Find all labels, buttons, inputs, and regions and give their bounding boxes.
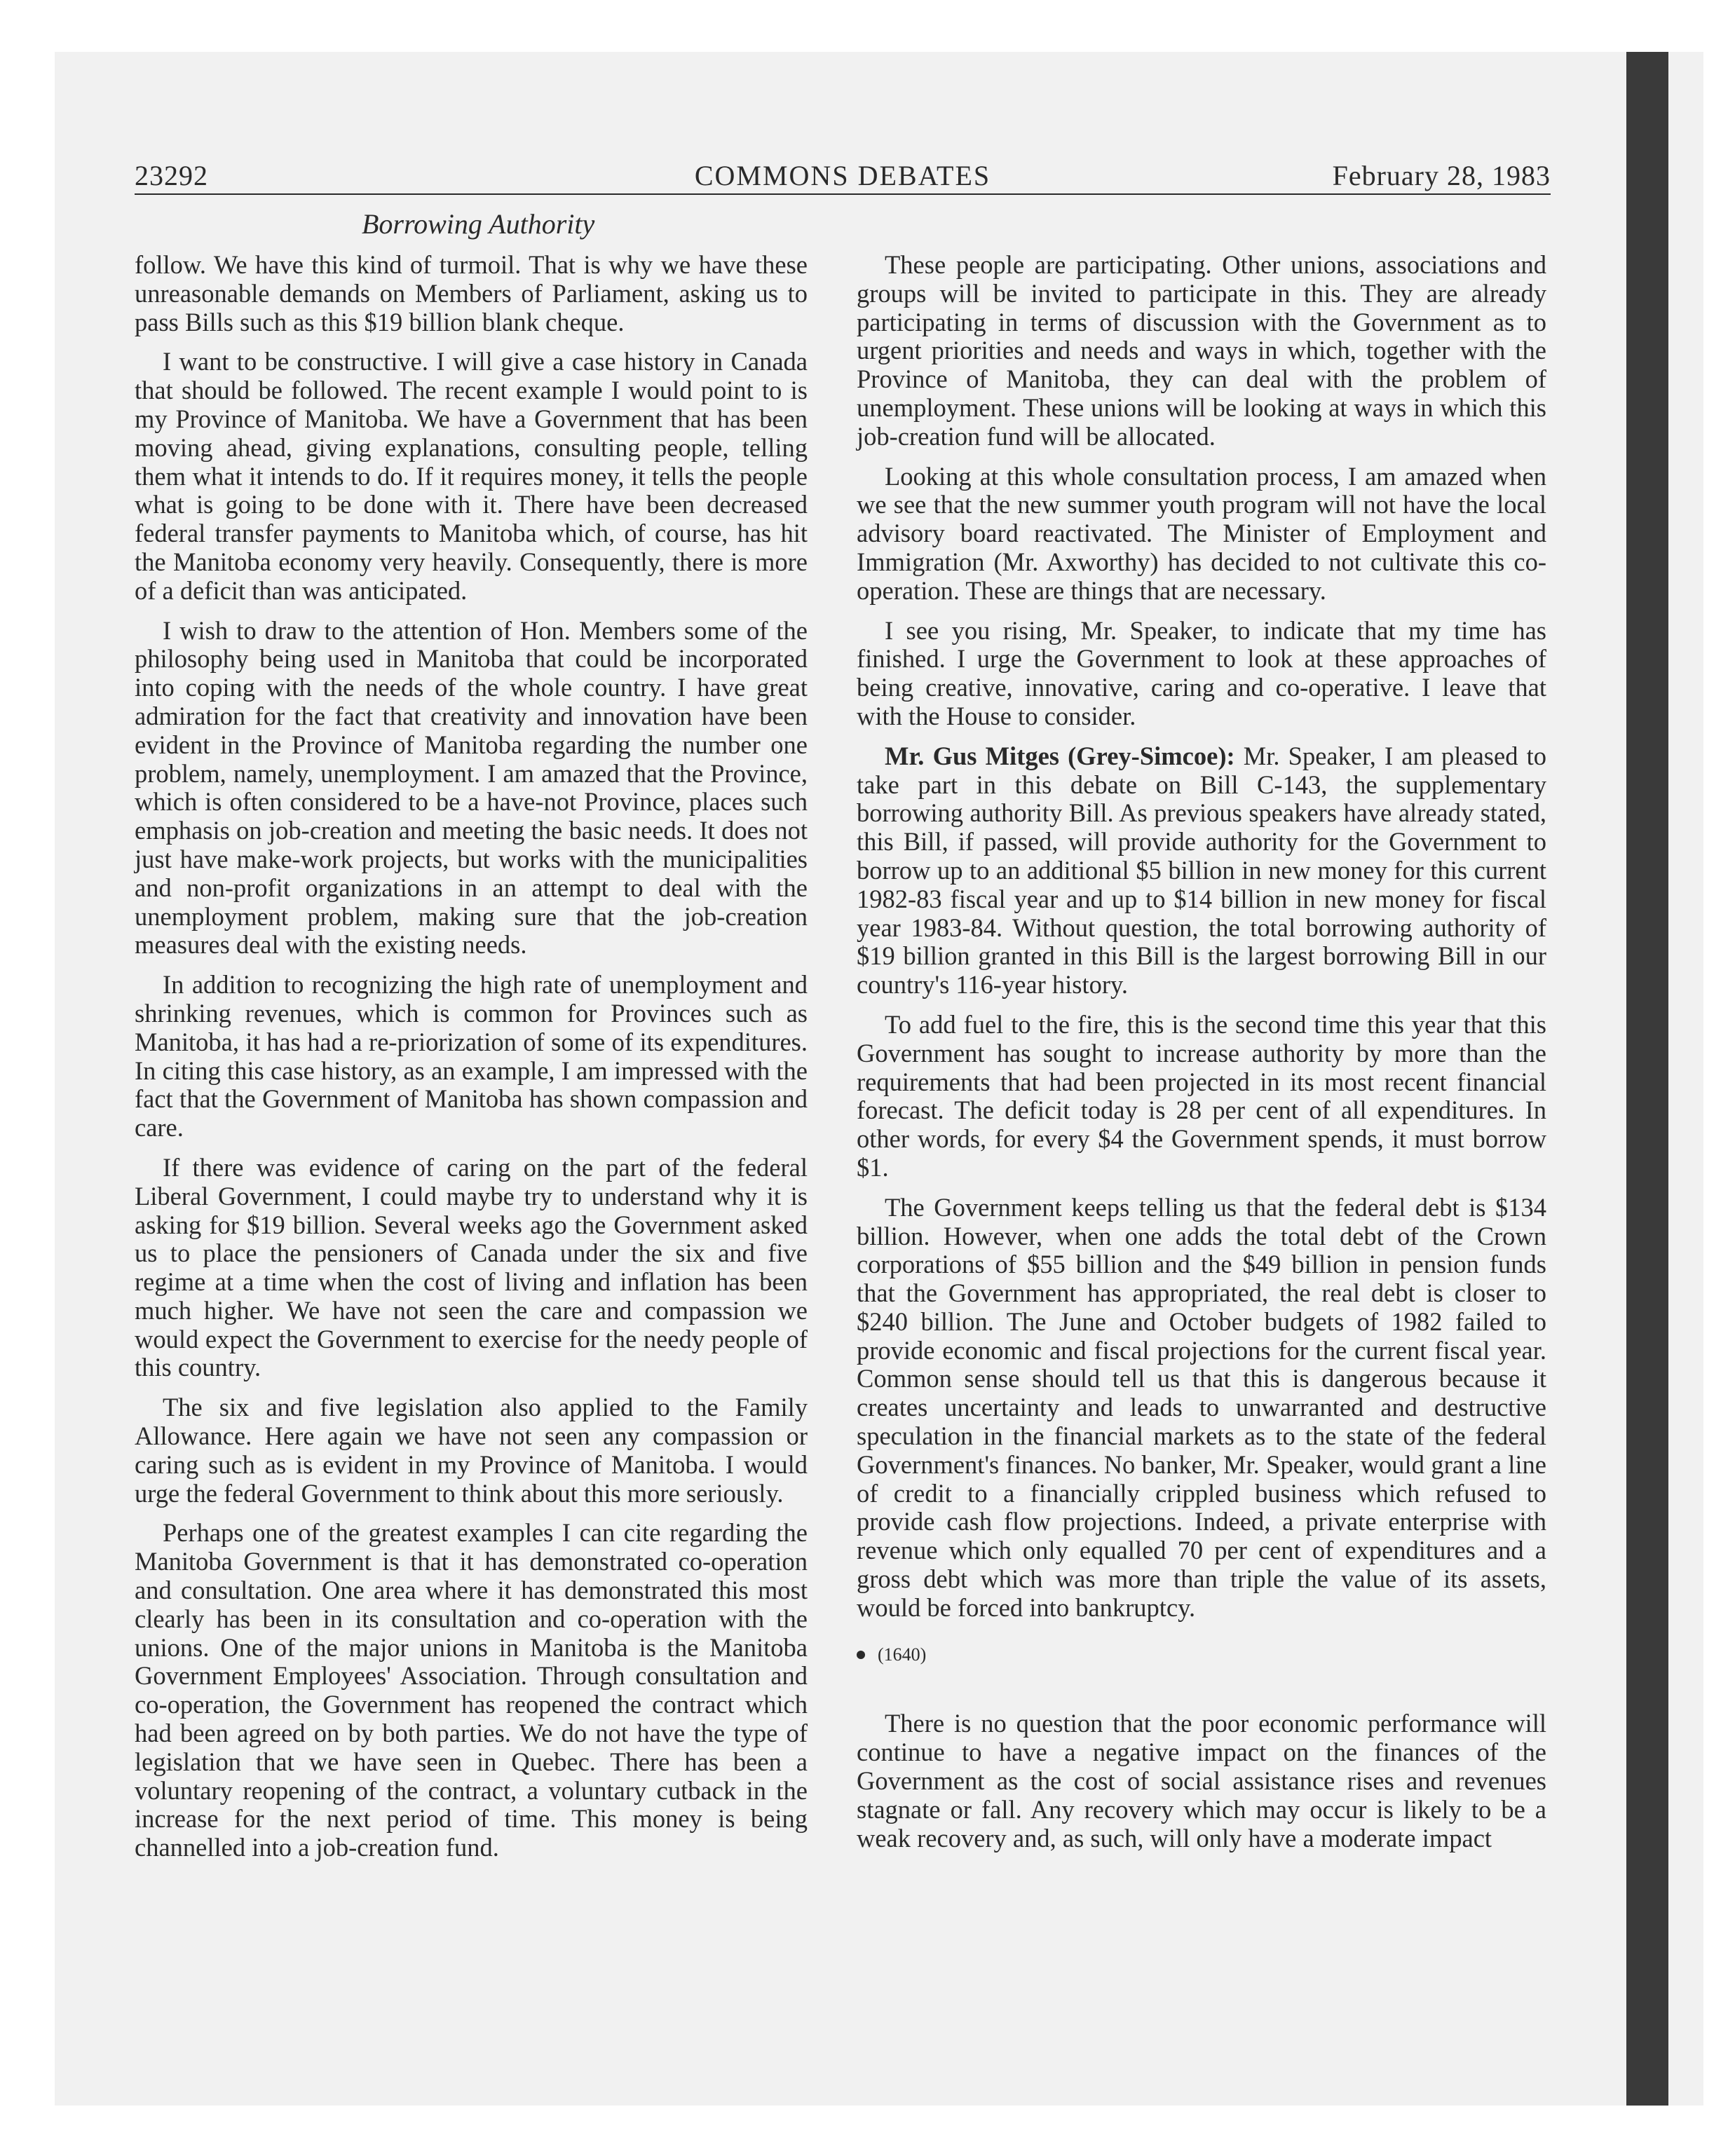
page-number: 23292 [135, 160, 208, 191]
paragraph: In addition to recognizing the high rate of unemployment and shrinking revenues, which is common for Provinces such as Manitoba, it has had a re-priorization of some of its expenditures. In citing this case history, as an example, I am impressed with the fact that the Government of Manitoba has shown compassion and care. [135, 970, 808, 1142]
paragraph: The six and five legislation also applied to the Family Allowance. Here again we have not seen any compassion or caring such as is evident in my Province of Manitoba. I would urge the federal Government to think about this more seriously. [135, 1393, 808, 1508]
time-marker-label: (1640) [878, 1644, 927, 1665]
section-title: Borrowing Authority [362, 208, 595, 240]
paragraph: If there was evidence of caring on the part of the federal Liberal Government, I could maybe try to understand why it is asking for $19 billion. Several weeks ago the Government asked us to place the pensioners of Canada under the six and five regime at a time when the cost of living and inflation has been much higher. We have not seen the care and compassion we would expect the Government to exercise for the needy people of this country. [135, 1152, 808, 1382]
paragraph: I see you rising, Mr. Speaker, to indicate that my time has finished. I urge the Government to look at these approaches of being creative, innovative, caring and co-operative. I leave that with the House to consider. [857, 615, 1546, 730]
speaker-name: Mr. Gus Mitges (Grey-Simcoe): [885, 741, 1235, 770]
publication-date: February 28, 1983 [1332, 160, 1551, 191]
paragraph: There is no question that the poor economic performance will continue to have a negative impact on the finances of the Government as the cost of social assistance rises and revenues stagnate or fall. Any recovery which may occur is likely to be a weak recovery and, as such, will only have a moderate impact [857, 1709, 1546, 1853]
header-rule [135, 193, 1551, 195]
publication-title: COMMONS DEBATES [694, 160, 991, 191]
bullet-icon [857, 1651, 865, 1659]
paragraph: These people are participating. Other unions, associations and groups will be invited to participate in this. They are already participating in terms of discussion with the Government as to urgent priorities and needs and ways in which, together with the Province of Manitoba, they can deal with the problem of unemployment. These unions will be looking at ways in which this job-creation fund will be allocated. [857, 250, 1546, 451]
paragraph: The Government keeps telling us that the federal debt is $134 billion. However, when one adds the total debt of the Crown corporations of $55 billion and the $49 billion in pension funds that the Government has appropriated, the real debt is closer to $240 billion. The June and October budgets of 1982 failed to provide economic and fiscal projections for the current fiscal year. Common sense should tell us that this is dangerous because it creates uncertainty and leads to unwarranted and destructive speculation in the financial markets as to the state of the federal Government's finances. No banker, Mr. Speaker, would grant a line of credit to a financially crippled business which refused to provide cash flow projections. Indeed, a private enterprise with revenue which only equalled 70 per cent of expenditures and a gross debt which was more than triple the value of its assets, would be forced into bankruptcy. [857, 1192, 1546, 1622]
right-column [857, 251, 1546, 1864]
paragraph: Perhaps one of the greatest examples I can cite regarding the Manitoba Government is that it has demonstrated co-operation and consultation. One area where it has demonstrated this most clearly has been in its consultation and co-operation with the unions. One of the major unions in Manitoba is the Manitoba Government Employees' Association. Through consultation and co-operation, the Government has reopened the contract which had been agreed on by both parties. We do not have the type of legislation that we have seen in Quebec. There has been a voluntary reopening of the contract, a voluntary cutback in the increase for the next period of time. This money is being channelled into a job-creation fund. [135, 1518, 808, 1862]
time-marker [857, 1641, 1546, 1670]
left-column [135, 251, 808, 1874]
paragraph: I wish to draw to the attention of Hon. Members some of the philosophy being used in Manitoba that could be incorporated into coping with the needs of the whole country. I have great admiration for the fact that creativity and innovation have been evident in the Province of Manitoba regarding the number one problem, namely, unemployment. I am amazed that the Province, which is often considered to be a have-not Province, places such emphasis on job-creation and meeting the basic needs. It does not just have make-work projects, but works with the municipalities and non-profit organizations in an attempt to deal with the unemployment problem, making sure that the job-creation measures deal with the existing needs. [135, 615, 808, 960]
paragraph: Looking at this whole consultation process, I am amazed when we see that the new summer youth program will not have the local advisory board reactivated. The Minister of Employment and Immigration (Mr. Axworthy) has decided to not cultivate this co-operation. These are things that are necessary. [857, 461, 1546, 605]
paragraph: I want to be constructive. I will give a case history in Canada that should be followed. The recent example I would point to is my Province of Manitoba. We have a Government that has been moving ahead, giving explanations, consulting people, telling them what it intends to do. If it requires money, it tells the people what is going to be done with it. There have been decreased federal transfer payments to Manitoba which, of course, has hit the Manitoba economy very heavily. Consequently, there is more of a deficit than was anticipated. [135, 347, 808, 605]
scan-edge-shadow [1626, 52, 1668, 2106]
page-header [135, 158, 1551, 198]
speech-paragraph [857, 742, 1546, 999]
paragraph: follow. We have this kind of turmoil. That is why we have these unreasonable demands on Members of Parliament, asking us to pass Bills such as this $19 billion blank cheque. [135, 250, 808, 336]
speech-text: Mr. Speaker, I am pleased to take part in this debate on Bill C-143, the supplementary borrowing authority Bill. As previous speakers have already stated, this Bill, if passed, will provide authority for the Government to borrow up to an additional $5 billion in new money for this current 1982-83 fiscal year and up to $14 billion in new money for fiscal year 1983-84. Without question, the total borrowing authority of $19 billion granted in this Bill is the largest borrowing Bill in our country's 116-year history. [857, 741, 1546, 999]
paragraph: To add fuel to the fire, this is the second time this year that this Government has sought to increase authority by more than the requirements that had been projected in its most recent financial forecast. The deficit today is 28 per cent of all expenditures. In other words, for every $4 the Government spends, it must borrow $1. [857, 1009, 1546, 1182]
